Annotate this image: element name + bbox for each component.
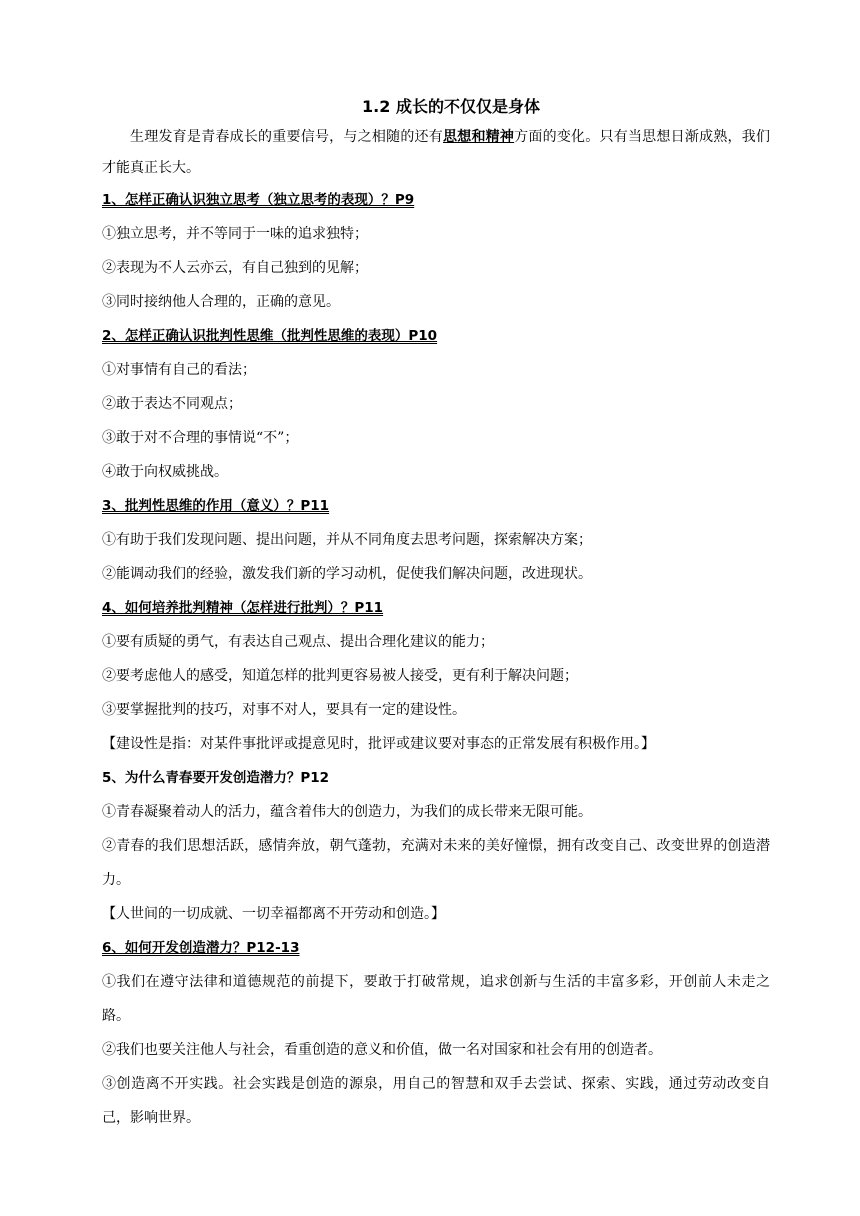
bracket-note: 【建设性是指：对某件事批评或提意见时，批评或建议要对事态的正常发展有积极作用。】 bbox=[102, 736, 655, 752]
intro-paragraph bbox=[102, 122, 770, 183]
intro-text-before: 生理发育是青春成长的重要信号，与之相随的还有 bbox=[130, 129, 443, 145]
section-heading: 4、如何培养批判精神（怎样进行批判）？P11 bbox=[102, 600, 384, 616]
section-6 bbox=[102, 931, 770, 1135]
list-item: ②表现为不人云亦云，有自己独到的见解； bbox=[102, 260, 368, 276]
list-item: ②青春的我们思想活跃，感情奔放，朝气蓬勃，充满对未来的美好憧憬，拥有改变自己、改变世界的创造潜力。 bbox=[102, 838, 770, 888]
list-item: ②敢于表达不同观点； bbox=[102, 396, 242, 412]
page-title: 1.2 成长的不仅仅是身体 bbox=[362, 97, 540, 116]
bracket-note: 【人世间的一切成就、一切幸福都离不开劳动和创造。】 bbox=[102, 906, 445, 922]
section-3 bbox=[102, 489, 770, 591]
list-item: ①有助于我们发现问题、提出问题，并从不同角度去思考问题，探索解决方案； bbox=[102, 532, 592, 548]
list-item: ③创造离不开实践。社会实践是创造的源泉，用自己的智慧和双手去尝试、探索、实践，通过劳动改变自己，影响世界。 bbox=[102, 1076, 770, 1126]
list-item: ②要考虑他人的感受，知道怎样的批判更容易被人接受，更有利于解决问题； bbox=[102, 668, 578, 684]
intro-emphasis: 思想和精神 bbox=[443, 129, 515, 145]
list-item: ③要掌握批判的技巧，对事不对人，要具有一定的建设性。 bbox=[102, 702, 466, 718]
list-item: ③敢于对不合理的事情说“不”； bbox=[102, 430, 299, 446]
section-5 bbox=[102, 761, 770, 931]
list-item: ①独立思考，并不等同于一味的追求独特； bbox=[102, 226, 368, 242]
section-heading: 3、批判性思维的作用（意义）？P11 bbox=[102, 498, 330, 514]
section-heading: 6、如何开发创造潜力？P12-13 bbox=[102, 940, 300, 956]
section-2 bbox=[102, 319, 770, 489]
list-item: ①我们在遵守法律和道德规范的前提下，要敢于打破常规，追求创新与生活的丰富多彩，开创前人未走之路。 bbox=[102, 974, 770, 1024]
list-item: ④敢于向权威挑战。 bbox=[102, 464, 228, 480]
list-item: ①对事情有自己的看法； bbox=[102, 362, 256, 378]
document-page bbox=[102, 92, 770, 1135]
section-heading: 2、怎样正确认识批判性思维（批判性思维的表现）P10 bbox=[102, 328, 438, 344]
list-item: ②我们也要关注他人与社会，看重创造的意义和价值，做一名对国家和社会有用的创造者。 bbox=[102, 1042, 662, 1058]
section-heading: 5、为什么青春要开发创造潜力？P12 bbox=[102, 770, 330, 786]
section-1 bbox=[102, 183, 770, 319]
list-item: ③同时接纳他人合理的，正确的意见。 bbox=[102, 294, 340, 310]
section-4 bbox=[102, 591, 770, 761]
list-item: ①要有质疑的勇气，有表达自己观点、提出合理化建议的能力； bbox=[102, 634, 494, 650]
section-heading: 1、怎样正确认识独立思考（独立思考的表现）？P9 bbox=[102, 192, 415, 208]
list-item: ①青春凝聚着动人的活力，蕴含着伟大的创造力，为我们的成长带来无限可能。 bbox=[102, 804, 592, 820]
intro-text-after: 方面的变化。只有当思想日渐成熟，我们才能真正长大。 bbox=[102, 129, 771, 176]
list-item: ②能调动我们的经验，激发我们新的学习动机，促使我们解决问题，改进现状。 bbox=[102, 566, 592, 582]
